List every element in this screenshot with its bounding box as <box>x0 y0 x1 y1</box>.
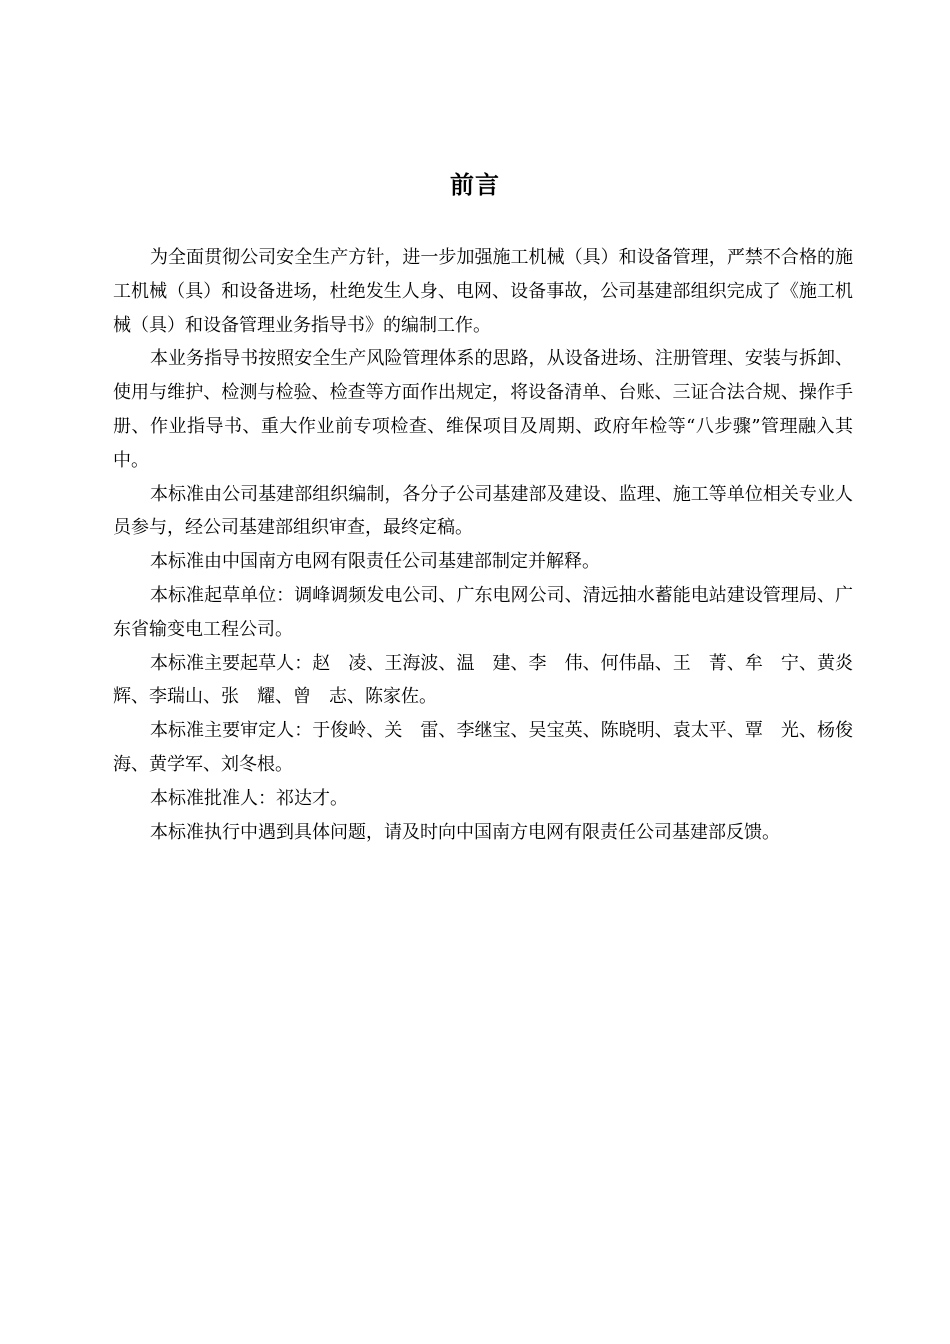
paragraph-drafting-units: 本标准起草单位：调峰调频发电公司、广东电网公司、清远抽水蓄能电站建设管理局、广东省输变电工程公司。 <box>113 584 853 640</box>
paragraph-compilation: 本标准由公司基建部组织编制，各分子公司基建部及建设、监理、施工等单位相关专业人员参与，经公司基建部组织审查，最终定稿。 <box>113 483 853 539</box>
paragraph-feedback: 本标准执行中遇到具体问题，请及时向中国南方电网有限责任公司基建部反馈。 <box>150 821 780 843</box>
page-title: 前言 <box>450 171 500 199</box>
paragraph-purpose: 为全面贯彻公司安全生产方针，进一步加强施工机械（具）和设备管理，严禁不合格的施工机械（具）和设备进场，杜绝发生人身、电网、设备事故，公司基建部组织完成了《施工机械（具）和设备管理业务指导书》的编制工作。 <box>113 247 853 336</box>
paragraph-approver: 本标准批准人：祁达才。 <box>150 787 348 809</box>
paragraph-interpretation: 本标准由中国南方电网有限责任公司基建部制定并解释。 <box>150 551 600 573</box>
document-body <box>113 241 853 849</box>
paragraph-drafters: 本标准主要起草人：赵 凌、王海波、温 建、李 伟、何伟晶、王 菁、牟 宁、黄炎辉、李瑞山、张 耀、曾 志、陈家佐。 <box>113 652 853 708</box>
paragraph-approach: 本业务指导书按照安全生产风险管理体系的思路，从设备进场、注册管理、安装与拆卸、使用与维护、检测与检验、检查等方面作出规定，将设备清单、台账、三证合法合规、操作手册、作业指导书、重大作业前专项检查、维保项目及周期、政府年检等“八步骤”管理融入其中。 <box>113 348 853 471</box>
paragraph-reviewers: 本标准主要审定人：于俊岭、关 雷、李继宝、吴宝英、陈晓明、袁太平、覃 光、杨俊海、黄学军、刘冬根。 <box>113 720 853 775</box>
